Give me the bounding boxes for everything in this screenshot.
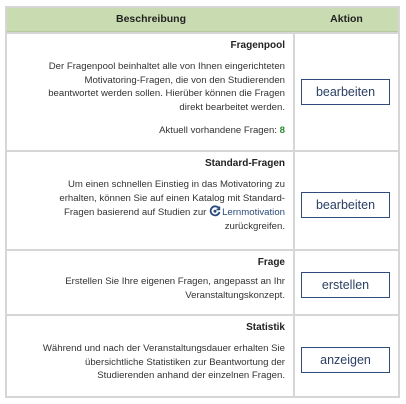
- description-line: beantwortet werden sollen. Hierüber können die Fragen: [48, 88, 285, 100]
- frage-create-button[interactable]: erstellen: [301, 272, 390, 298]
- row-description: [17, 60, 285, 114]
- description-cell: [7, 34, 293, 150]
- row-title: Frage: [257, 257, 285, 268]
- action-cell: [295, 152, 398, 249]
- table-row-fragenpool: [7, 34, 398, 150]
- description-line: Der Fragenpool beinhaltet alle von Ihnen eingerichteten: [48, 61, 285, 72]
- action-cell: [295, 251, 398, 314]
- header-action: Aktion: [330, 13, 363, 25]
- row-title: Statistik: [246, 322, 285, 333]
- description-line: erhalten, können Sie auf einen Katalog mit Standard-: [59, 192, 285, 204]
- header-description: Beschreibung: [115, 13, 186, 25]
- description-line: zurückgreifen.: [224, 220, 285, 232]
- description-text: Fragen basierend auf Studien zur: [63, 207, 207, 219]
- description-cell: [7, 251, 293, 314]
- row-title: Standard-Fragen: [204, 158, 285, 169]
- question-count-label: Aktuell vorhandene Fragen:: [159, 125, 277, 136]
- question-count: [159, 125, 285, 136]
- table-row-standard-fragen: [7, 152, 398, 249]
- description-line: Während und nach der Veranstaltungsdauer erhalten Sie: [42, 343, 285, 354]
- table-row-frage: [7, 251, 398, 314]
- description-line: direkt bearbeitet werden.: [179, 101, 285, 113]
- description-line: Studierenden anhand der einzelnen Fragen.: [97, 370, 285, 382]
- standard-fragen-edit-button[interactable]: bearbeiten: [301, 192, 390, 218]
- table-header: [7, 8, 398, 32]
- description-cell: [7, 152, 293, 249]
- row-title: Fragenpool: [230, 40, 285, 51]
- description-line: Um einen schnellen Einstieg in das Motivatoring zu: [67, 179, 285, 190]
- lernmotivation-logo-icon: [209, 205, 221, 217]
- action-table: [5, 6, 400, 398]
- row-description: [17, 342, 285, 383]
- description-line: Motivatoring-Fragen, die von den Studierenden: [84, 74, 285, 86]
- description-line: [17, 205, 285, 220]
- fragenpool-edit-button[interactable]: bearbeiten: [301, 79, 390, 105]
- question-count-value: 8: [279, 125, 285, 136]
- action-cell: [295, 34, 398, 150]
- lernmotivation-link[interactable]: Lernmotivation: [222, 207, 285, 219]
- description-line: Erstellen Sie Ihre eigenen Fragen, angepasst an Ihr: [65, 276, 285, 287]
- description-line: übersichtliche Statistiken zur Beantwortung der: [85, 356, 285, 368]
- description-line: Veranstaltungskonzept.: [185, 289, 285, 301]
- action-cell: [295, 316, 398, 396]
- row-description: [17, 178, 285, 233]
- table-row-statistik: [7, 316, 398, 396]
- statistik-show-button[interactable]: anzeigen: [301, 347, 390, 373]
- description-cell: [7, 316, 293, 396]
- row-description: [17, 275, 285, 302]
